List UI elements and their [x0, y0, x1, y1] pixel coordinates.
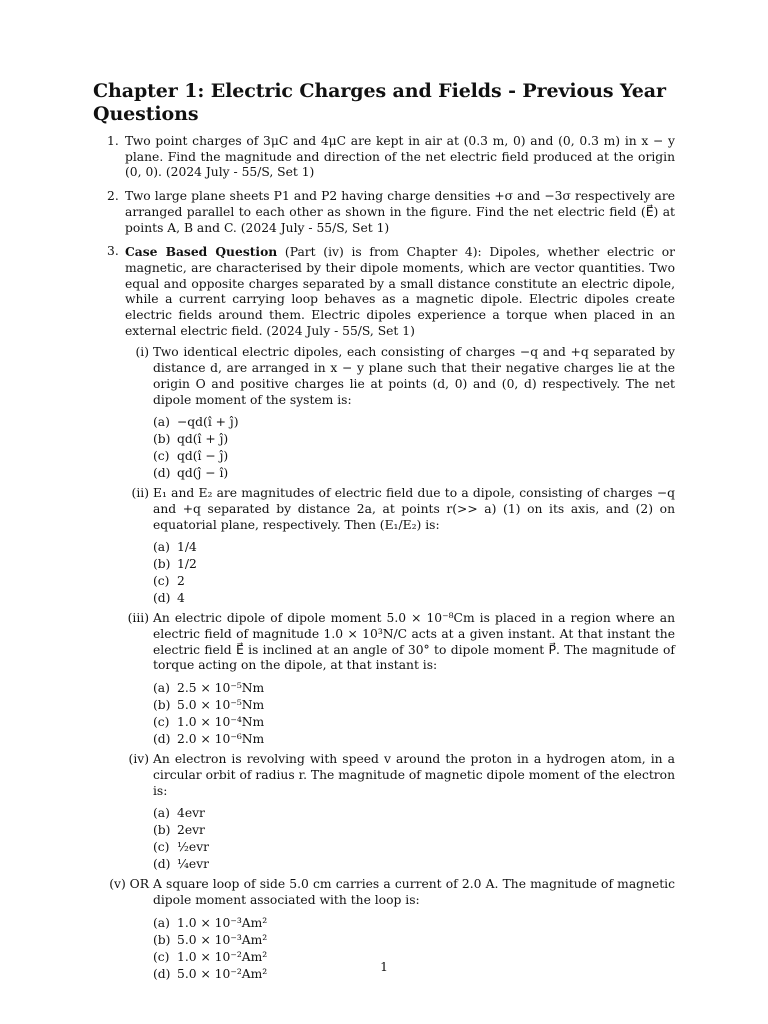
option	[153, 714, 675, 731]
option	[153, 856, 675, 873]
option-text: 5.0 × 10⁻³Am²	[177, 932, 268, 947]
question-1	[93, 134, 675, 181]
option-label: (a)	[153, 806, 170, 821]
option	[153, 431, 675, 448]
option-text: 2evr	[177, 823, 205, 838]
page-number: 1	[380, 960, 388, 974]
subpart-ii	[125, 486, 675, 607]
option	[153, 590, 675, 607]
option	[153, 573, 675, 590]
option-text: qd(î + ĵ)	[177, 432, 229, 447]
option-label: (d)	[153, 857, 171, 872]
option-label: (d)	[153, 466, 171, 481]
option	[153, 680, 675, 697]
question-3	[93, 244, 675, 982]
option	[153, 839, 675, 856]
option-label: (c)	[153, 574, 170, 589]
option-text: 1.0 × 10⁻³Am²	[177, 915, 268, 930]
option-text: 1/4	[177, 540, 197, 555]
subpart-iii	[125, 611, 675, 748]
subpart-i	[125, 345, 675, 482]
subpart-iv	[125, 752, 675, 873]
option-label: (b)	[153, 557, 171, 572]
option-text: 1.0 × 10⁻⁴Nm	[177, 715, 265, 730]
subpart-number: (iv)	[128, 752, 149, 767]
question-list	[93, 134, 675, 983]
page-title: Chapter 1: Electric Charges and Fields - Previous Year Questions	[93, 80, 666, 125]
option-label: (c)	[153, 840, 170, 855]
option-text: 1.0 × 10⁻²Am²	[177, 949, 268, 964]
option	[153, 448, 675, 465]
subpart-text: Two identical electric dipoles, each consisting of charges −q and +q separated by distance d, are arranged in x − y plane such that their negative charges lie at the origin O and positive charges lie at points (d, 0) and (0, d) respectively. The net dipole moment of the system is:	[153, 345, 675, 407]
option-text: 2.0 × 10⁻⁶Nm	[177, 732, 265, 747]
option-text: 5.0 × 10⁻²Am²	[177, 966, 268, 981]
option-text: −qd(î + ĵ)	[177, 415, 239, 430]
option-label: (d)	[153, 966, 171, 981]
option-text: 4evr	[177, 806, 205, 821]
option-list	[153, 414, 675, 482]
option-list	[153, 805, 675, 873]
option	[153, 731, 675, 748]
case-based-label: Case Based Question	[125, 244, 278, 260]
question-number: 3.	[107, 244, 119, 259]
option	[153, 414, 675, 431]
option-label: (a)	[153, 915, 170, 930]
option-label: (b)	[153, 432, 171, 447]
option-text: 2	[177, 574, 185, 589]
option	[153, 822, 675, 839]
option-label: (b)	[153, 698, 171, 713]
subpart-number: (v) OR	[109, 877, 149, 892]
option	[153, 932, 675, 949]
question-text: Two large plane sheets P1 and P2 having charge densities +σ and −3σ respectively are arranged parallel to each other as shown in the figure. Find the net electric field (E⃗) at points A, B and C. (2024 July - 55/S, Set 1)	[125, 189, 675, 235]
option-label: (a)	[153, 681, 170, 696]
question-number: 2.	[107, 189, 119, 204]
option-list	[153, 539, 675, 607]
option	[153, 556, 675, 573]
option-text: qd(ĵ − î)	[177, 466, 229, 481]
subpart-number: (i)	[135, 345, 149, 360]
option-text: ½evr	[177, 840, 210, 855]
subpart-text: A square loop of side 5.0 cm carries a current of 2.0 A. The magnitude of magnetic dipole moment associated with the loop is:	[153, 877, 675, 907]
option-label: (c)	[153, 715, 170, 730]
option-label: (a)	[153, 540, 170, 555]
option-label: (a)	[153, 415, 170, 430]
option-text: ¼evr	[177, 857, 210, 872]
option	[153, 465, 675, 482]
option	[153, 805, 675, 822]
option-label: (b)	[153, 932, 171, 947]
option-text: 2.5 × 10⁻⁵Nm	[177, 681, 265, 696]
option	[153, 915, 675, 932]
option-text: 4	[177, 591, 185, 606]
option	[153, 697, 675, 714]
option	[153, 539, 675, 556]
option-label: (d)	[153, 732, 171, 747]
option-text: 1/2	[177, 557, 197, 572]
option-text: 5.0 × 10⁻⁵Nm	[177, 698, 265, 713]
question-text: Two point charges of 3μC and 4μC are kept in air at (0.3 m, 0) and (0, 0.3 m) in x − y plane. Find the magnitude and direction of the net electric field produced at the origin (0, 0). (2024 July - 55/S, Set 1)	[125, 134, 675, 180]
subpart-text: An electron is revolving with speed v around the proton in a hydrogen atom, in a circular orbit of radius r. The magnitude of magnetic dipole moment of the electron is:	[153, 752, 675, 798]
question-body	[93, 134, 675, 991]
subpart-number: (iii)	[127, 611, 149, 626]
option-label: (b)	[153, 823, 171, 838]
option-text: qd(î − ĵ)	[177, 449, 229, 464]
option-label: (c)	[153, 449, 170, 464]
subpart-number: (ii)	[131, 486, 149, 501]
option-list	[153, 680, 675, 748]
subpart-list	[109, 345, 675, 982]
document-page	[93, 0, 675, 1024]
option-label: (d)	[153, 591, 171, 606]
subpart-text: An electric dipole of dipole moment 5.0 × 10⁻⁸Cm is placed in a region where an electric field of magnitude 1.0 × 10³N/C acts at a given instant. At that instant the electric field E⃗ is inclined at an angle of 30° to dipole moment P⃗. The magnitude of torque acting on the dipole, at that instant is:	[153, 611, 675, 673]
question-2	[93, 189, 675, 236]
option-label: (c)	[153, 949, 170, 964]
subpart-text: E₁ and E₂ are magnitudes of electric field due to a dipole, consisting of charges −q and +q separated by distance 2a, at points r(>> a) (1) on its axis, and (2) on equatorial plane, respectively. Then (E₁/E₂) is:	[153, 486, 675, 532]
question-text: (Part (iv) is from Chapter 4): Dipoles, whether electric or magnetic, are characterised by their dipole moments, which are vector quantities. Two equal and opposite charges separated by a small distance constitute an electric dipole, while a current carrying loop behaves as a magnetic dipole. Electric dipoles create electric fields around them. Electric dipoles experience a torque when placed in an external electric field. (2024 July - 55/S, Set 1)	[125, 245, 675, 338]
question-number: 1.	[107, 134, 119, 148]
